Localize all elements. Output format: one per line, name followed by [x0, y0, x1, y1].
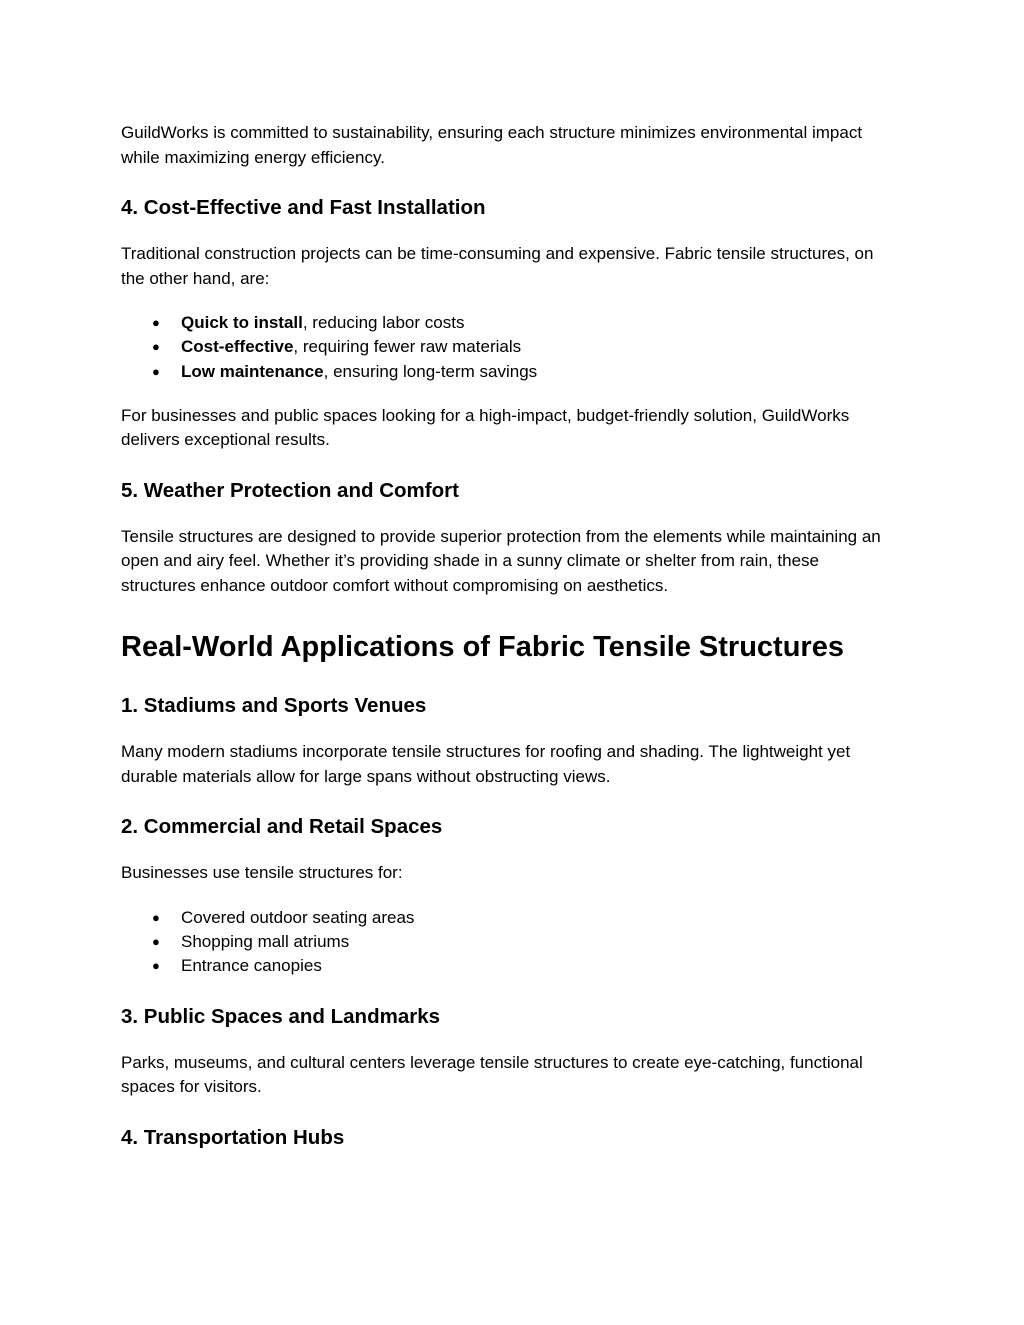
public-paragraph: Parks, museums, and cultural centers leverage tensile structures to create eye-catching, functional spaces for visitors.	[121, 1052, 863, 1097]
commercial-heading: 2. Commercial and Retail Spaces	[121, 815, 443, 839]
public-heading: 3. Public Spaces and Landmarks	[121, 1004, 441, 1028]
list-item-text: , reducing labor costs	[302, 313, 465, 332]
list-item	[121, 954, 891, 978]
bullet-icon: ●	[152, 339, 160, 355]
stadiums-paragraph: Many modern stadiums incorporate tensile structures for roofing and shading. The lightweight yet durable materials allow for large spans without obstructing views.	[121, 742, 851, 786]
list-item	[121, 906, 891, 930]
list-item	[121, 930, 891, 954]
bullet-icon: ●	[152, 934, 160, 950]
applications-heading: Real-World Applications of Fabric Tensile Structures	[121, 631, 844, 664]
list-item-text: , requiring fewer raw materials	[293, 337, 522, 357]
list-item-bold: Low maintenance	[181, 361, 324, 381]
intro-paragraph: GuildWorks is committed to sustainability, ensuring each structure minimizes environmental impact while maximizing energy efficiency.	[121, 123, 863, 167]
list-item	[121, 311, 891, 335]
section-4-closing-paragraph: For businesses and public spaces looking for a high-impact, budget-friendly solution, GuildWorks delivers exceptional results.	[121, 405, 850, 450]
section-4-heading: 4. Cost-Effective and Fast Installation	[121, 196, 486, 219]
section-5-heading: 5. Weather Protection and Comfort	[121, 478, 459, 502]
commercial-list	[121, 906, 891, 979]
bullet-icon: ●	[152, 315, 160, 330]
list-item-text: Covered outdoor seating areas	[181, 907, 415, 927]
transport-heading: 4. Transportation Hubs	[121, 1125, 345, 1149]
bullet-icon: ●	[152, 909, 160, 925]
commercial-paragraph: Businesses use tensile structures for:	[121, 863, 403, 883]
list-item-text: Entrance canopies	[181, 956, 322, 976]
document-page	[121, 121, 891, 1151]
list-item-bold: Quick to install	[181, 313, 303, 332]
list-item	[121, 360, 891, 384]
section-4-paragraph: Traditional construction projects can be time-consuming and expensive. Fabric tensile structures, on the other hand, are:	[121, 244, 874, 288]
list-item-text: Shopping mall atriums	[181, 932, 350, 952]
list-item-text: , ensuring long-term savings	[323, 361, 538, 381]
list-item	[121, 335, 891, 359]
section-4-list	[121, 311, 891, 384]
section-5-paragraph: Tensile structures are designed to provide superior protection from the elements while maintaining an open and airy feel. Whether it’s providing shade in a sunny climate or shelter from rain, these structures enhance outdoor comfort without compromising on aesthetics.	[121, 526, 881, 595]
bullet-icon: ●	[152, 363, 160, 379]
bullet-icon: ●	[152, 958, 160, 974]
list-item-bold: Cost-effective	[181, 337, 294, 357]
stadiums-heading: 1. Stadiums and Sports Venues	[121, 694, 427, 718]
